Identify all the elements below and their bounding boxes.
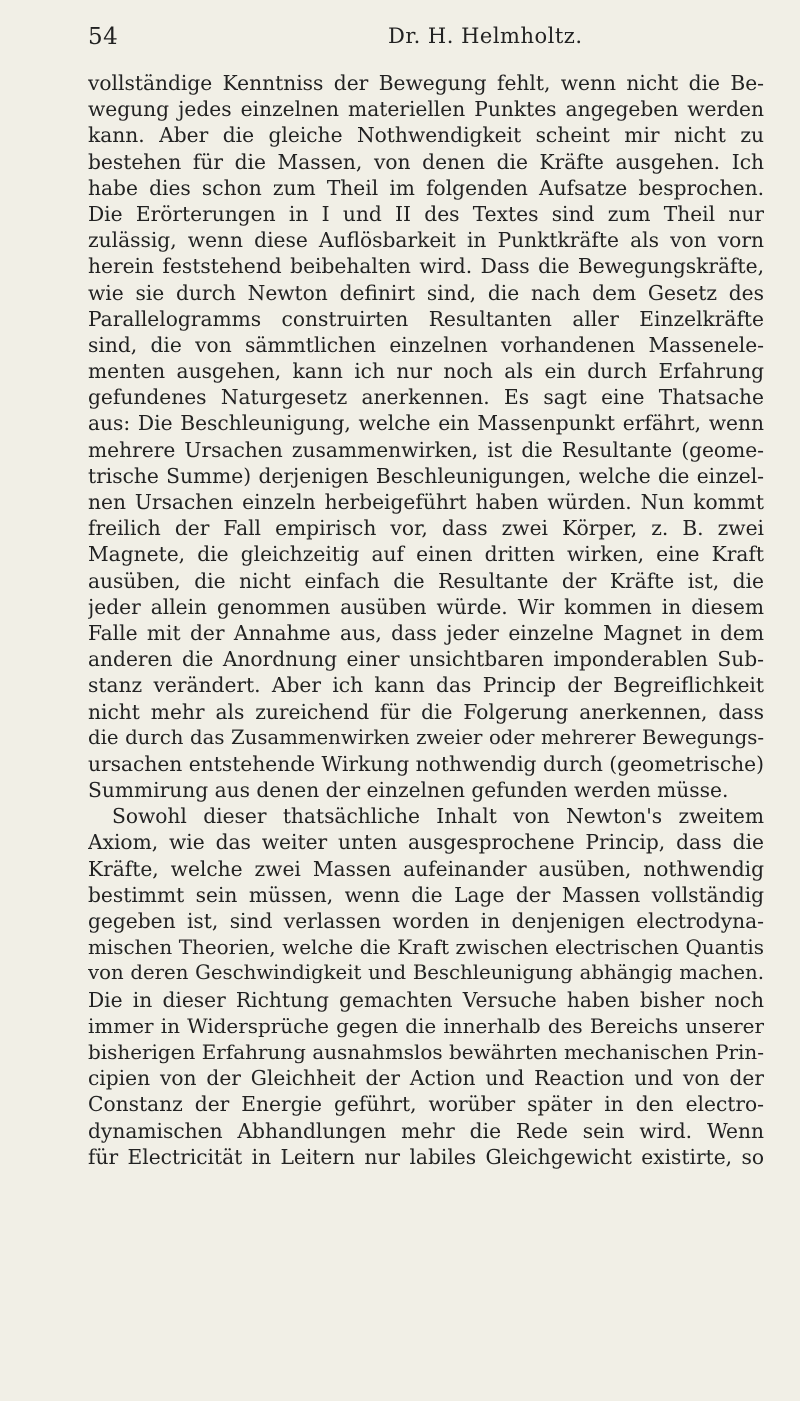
text-line: die durch das Zusammenwirken zweier oder mehrerer Bewegungs- — [88, 725, 764, 749]
text-line: freilich der Fall empirisch vor, dass zwei Körper, z. B. zwei — [88, 516, 764, 541]
text-line: Die in dieser Richtung gemachten Versuche haben bisher noch — [88, 987, 764, 1012]
text-line: trische Summe) derjenigen Beschleunigungen, welche die einzel- — [88, 463, 764, 488]
text-line: für Electricität in Leitern nur labiles Gleichgewicht existirte, so — [88, 1144, 764, 1169]
text-line: cipien von der Gleichheit der Action und Reaction und von der — [88, 1066, 764, 1091]
text-line: gegeben ist, sind verlassen worden in denjenigen electrodyna- — [88, 909, 764, 933]
text-line: bisherigen Erfahrung ausnahmslos bewährten mechanischen Prin- — [88, 1039, 764, 1064]
text-line: habe dies schon zum Theil im folgenden Aufsatze besprochen. — [88, 175, 764, 200]
text-line: gefundenes Naturgesetz anerkennen. Es sagt eine Thatsache — [88, 385, 764, 410]
text-line: Sowohl dieser thatsächliche Inhalt von Newton's zweitem — [112, 804, 764, 829]
text-line: immer in Widersprüche gegen die innerhalb des Bereichs unserer — [88, 1013, 764, 1038]
text-line: sind, die von sämmtlichen einzelnen vorhandenen Massenele- — [88, 332, 764, 357]
text-line: Kräfte, welche zwei Massen aufeinander ausüben, nothwendig — [88, 856, 764, 881]
text-line: jeder allein genommen ausüben würde. Wir kommen in diesem — [88, 594, 764, 619]
text-line: anderen die Anordnung einer unsichtbaren imponderablen Sub- — [88, 647, 764, 672]
text-line: ausüben, die nicht einfach die Resultante der Kräfte ist, die — [88, 568, 764, 593]
text-line: vollständige Kenntniss der Bewegung fehlt, wenn nicht die Be- — [88, 71, 764, 95]
running-head: Dr. H. Helmholtz. — [388, 24, 583, 48]
body-text — [88, 70, 764, 1170]
text-line: herein feststehend beibehalten wird. Dass die Bewegungskräfte, — [88, 254, 764, 279]
text-line: aus: Die Beschleunigung, welche ein Massenpunkt erfährt, wenn — [88, 411, 764, 436]
text-line: wegung jedes einzelnen materiellen Punktes angegeben werden — [88, 97, 764, 122]
text-line: wie sie durch Newton definirt sind, die nach dem Gesetz des — [88, 280, 764, 305]
text-line: menten ausgehen, kann ich nur noch als ein durch Erfahrung — [88, 359, 764, 384]
text-line: nen Ursachen einzeln herbeigeführt haben würden. Nun kommt — [88, 490, 764, 514]
text-line: Die Erörterungen in I und II des Textes sind zum Theil nur — [88, 201, 764, 226]
text-line: bestehen für die Massen, von denen die Kräfte ausgehen. Ich — [88, 149, 764, 174]
text-line: stanz verändert. Aber ich kann das Princip der Begreiflichkeit — [88, 673, 764, 698]
text-line: von deren Geschwindigkeit und Beschleunigung abhängig machen. — [88, 961, 764, 985]
text-line: Magnete, die gleichzeitig auf einen dritten wirken, eine Kraft — [88, 542, 764, 567]
text-line: mischen Theorien, welche die Kraft zwischen electrischen Quantis — [88, 935, 764, 960]
text-line: dynamischen Abhandlungen mehr die Rede sein wird. Wenn — [88, 1118, 764, 1143]
text-line: mehrere Ursachen zusammenwirken, ist die Resultante (geome- — [88, 437, 764, 462]
text-line: Constanz der Energie geführt, worüber später in den electro- — [88, 1092, 764, 1117]
page-header — [88, 20, 764, 60]
text-line: bestimmt sein müssen, wenn die Lage der Massen vollständig — [88, 882, 764, 907]
text-line: Summirung aus denen der einzelnen gefunden werden müsse. — [88, 778, 729, 803]
text-line: zulässig, wenn diese Auflösbarkeit in Punktkräfte als von vorn — [88, 228, 764, 253]
text-line: Parallelogramms construirten Resultanten aller Einzelkräfte — [88, 306, 764, 331]
text-line: Falle mit der Annahme aus, dass jeder einzelne Magnet in dem — [88, 620, 764, 645]
text-line: kann. Aber die gleiche Nothwendigkeit scheint mir nicht zu — [88, 123, 764, 148]
text-line: Axiom, wie das weiter unten ausgesprochene Princip, dass die — [88, 830, 764, 855]
page-number: 54 — [88, 24, 119, 50]
text-line: nicht mehr als zureichend für die Folgerung anerkennen, dass — [88, 699, 764, 724]
text-line: ursachen entstehende Wirkung nothwendig durch (geometrische) — [88, 751, 764, 776]
